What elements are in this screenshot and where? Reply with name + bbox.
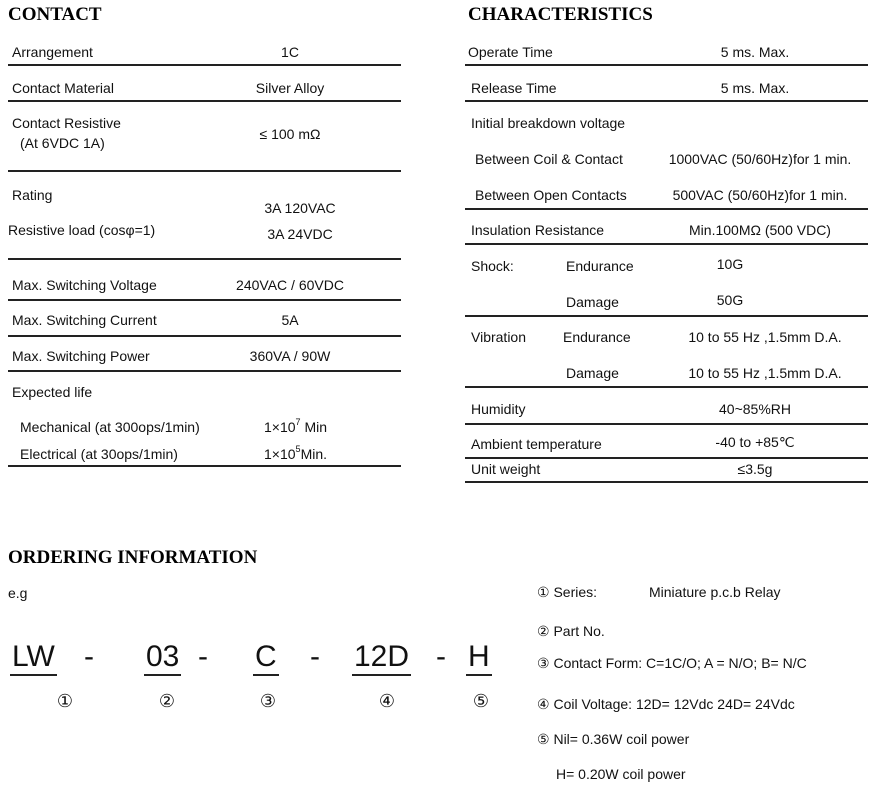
- char-label-ambient: Ambient temperature: [471, 436, 602, 452]
- legend-series: ① Series:: [537, 584, 598, 600]
- contact-value-max-voltage: 240VAC / 60VDC: [236, 277, 344, 293]
- contact-label-resistive: Contact Resistive: [12, 115, 121, 131]
- contact-heading: CONTACT: [8, 4, 102, 25]
- char-label-operate-time: Operate Time: [468, 44, 553, 60]
- marker-5: ⑤: [472, 691, 490, 712]
- marker-3: ③: [259, 691, 277, 712]
- char-label-insulation: Insulation Resistance: [471, 222, 605, 238]
- char-value-ambient: -40 to +85℃: [715, 434, 795, 450]
- code-part-no: 03: [144, 640, 181, 676]
- char-sub-vibration-endurance: Endurance: [563, 329, 631, 345]
- divider: [8, 64, 401, 66]
- contact-label-max-current: Max. Switching Current: [12, 312, 157, 328]
- contact-value-max-current: 5A: [281, 312, 299, 328]
- divider: [8, 370, 401, 372]
- divider: [465, 315, 868, 317]
- divider: [8, 100, 401, 102]
- char-value-shock-damage: 50G: [716, 292, 744, 308]
- divider: [465, 457, 868, 459]
- divider: [8, 465, 401, 467]
- char-value-humidity: 40~85%RH: [719, 401, 791, 417]
- divider: [8, 170, 401, 172]
- char-label-shock: Shock:: [471, 258, 514, 274]
- ordering-heading: ORDERING INFORMATION: [8, 547, 258, 568]
- divider: [465, 208, 868, 210]
- contact-value-resistive: ≤ 100 mΩ: [259, 126, 321, 142]
- legend-coil-power-h: H= 0.20W coil power: [556, 766, 686, 782]
- divider: [8, 258, 401, 260]
- legend-series-detail: Miniature p.c.b Relay: [649, 584, 781, 600]
- code-separator: -: [436, 640, 446, 673]
- code-coil-power: H: [466, 640, 492, 676]
- char-value-shock-endurance: 10G: [716, 256, 744, 272]
- legend-coil-power: ⑤ Nil= 0.36W coil power: [537, 731, 690, 747]
- marker-2: ②: [158, 691, 176, 712]
- contact-label-electrical: Electrical (at 30ops/1min): [20, 446, 178, 462]
- marker-4: ④: [378, 691, 396, 712]
- char-value-insulation: Min.100MΩ (500 VDC): [689, 222, 831, 238]
- char-label-weight: Unit weight: [471, 461, 541, 477]
- char-sub-shock-damage: Damage: [566, 294, 619, 310]
- contact-value-electrical: $1\times 10^5Min$.: [264, 444, 328, 462]
- legend-part-no: ② Part No.: [537, 623, 605, 639]
- char-value-open-contacts: 500VAC (50/60Hz)for 1 min.: [672, 187, 848, 203]
- char-value-vibration-damage: 10 to 55 Hz ,1.5mm D.A.: [688, 365, 842, 381]
- char-sub-shock-endurance: Endurance: [566, 258, 634, 274]
- code-separator: -: [84, 640, 94, 673]
- code-coil-voltage: 12D: [352, 640, 411, 676]
- char-label-vibration: Vibration: [471, 329, 527, 345]
- contact-value-rating-ac: 3A 120VAC: [264, 200, 336, 216]
- divider: [8, 299, 401, 301]
- example-label: e.g: [8, 585, 28, 601]
- contact-value-mechanical: $1\times 10^7$ Min: [264, 417, 328, 435]
- char-label-breakdown: Initial breakdown voltage: [471, 115, 626, 131]
- divider: [465, 100, 868, 102]
- char-value-weight: ≤3.5g: [737, 461, 773, 477]
- divider: [8, 335, 401, 337]
- char-label-humidity: Humidity: [471, 401, 526, 417]
- code-contact-form: C: [253, 640, 279, 676]
- char-value-vibration-endurance: 10 to 55 Hz ,1.5mm D.A.: [688, 329, 842, 345]
- legend-contact-form: ③ Contact Form: C=1C/O; A = N/O; B= N/C: [537, 655, 807, 671]
- contact-label-resistive-load: Resistive load (cosφ=1): [8, 222, 156, 238]
- code-separator: -: [198, 640, 208, 673]
- contact-label-material: Contact Material: [12, 80, 114, 96]
- marker-1: ①: [56, 691, 74, 712]
- char-value-operate-time: 5 ms. Max.: [720, 44, 790, 60]
- char-label-coil-contact: Between Coil & Contact: [475, 151, 623, 167]
- contact-value-rating-dc: 3A 24VDC: [267, 226, 333, 242]
- char-sub-vibration-damage: Damage: [566, 365, 619, 381]
- contact-value-max-power: 360VA / 90W: [249, 348, 331, 364]
- contact-value-arrangement: 1C: [281, 44, 299, 60]
- code-separator: -: [310, 640, 320, 673]
- contact-label-expected-life: Expected life: [12, 384, 93, 400]
- contact-label-resistive-cond: (At 6VDC 1A): [20, 135, 105, 151]
- legend-coil-voltage: ④ Coil Voltage: 12D= 12Vdc 24D= 24Vdc: [537, 696, 795, 712]
- divider: [465, 243, 868, 245]
- contact-label-rating: Rating: [12, 187, 53, 203]
- code-series: LW: [10, 640, 57, 676]
- divider: [465, 423, 868, 425]
- contact-value-material: Silver Alloy: [255, 80, 325, 96]
- char-value-release-time: 5 ms. Max.: [720, 80, 790, 96]
- divider: [465, 386, 868, 388]
- char-value-coil-contact: 1000VAC (50/60Hz)for 1 min.: [668, 151, 852, 167]
- char-label-release-time: Release Time: [471, 80, 557, 96]
- contact-label-mechanical: Mechanical (at 300ops/1min): [20, 419, 200, 435]
- contact-label-max-power: Max. Switching Power: [12, 348, 150, 364]
- contact-label-max-voltage: Max. Switching Voltage: [12, 277, 157, 293]
- char-label-open-contacts: Between Open Contacts: [475, 187, 627, 203]
- divider: [465, 64, 868, 66]
- characteristics-heading: CHARACTERISTICS: [468, 4, 653, 25]
- divider: [465, 481, 868, 483]
- contact-label-arrangement: Arrangement: [12, 44, 93, 60]
